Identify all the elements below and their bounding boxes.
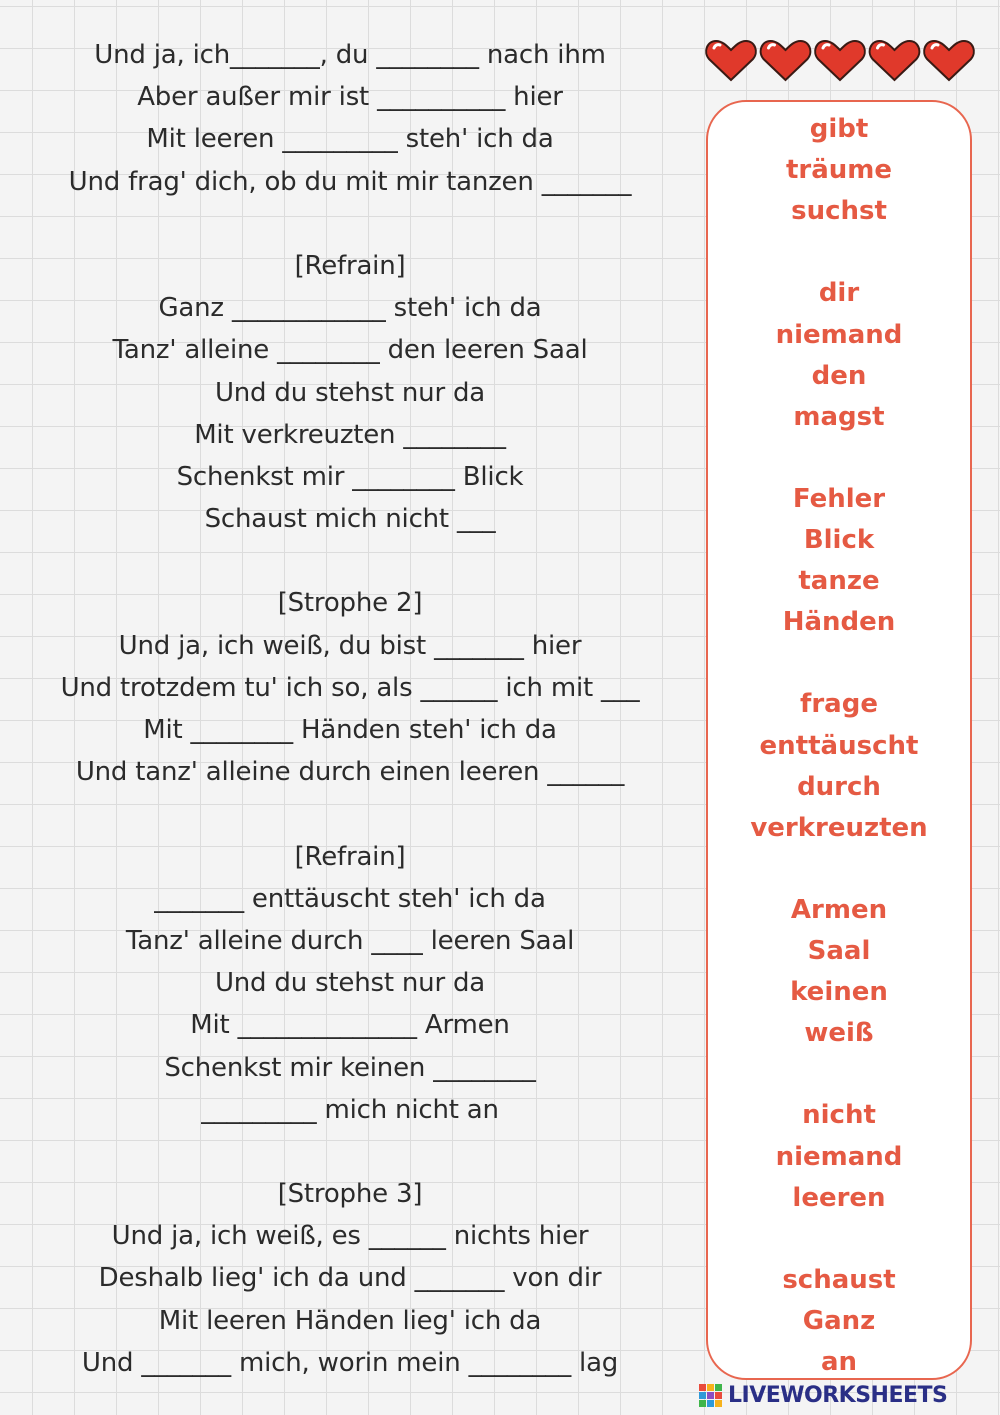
lyric-line: Und trotzdem tu' ich so, als ______ ich mit ___ bbox=[60, 672, 640, 703]
liveworksheets-logo-icon bbox=[698, 1382, 724, 1408]
heart-icon bbox=[815, 41, 865, 80]
word-bank-item: gibt bbox=[809, 114, 869, 144]
lyric-line: _________ mich nicht an bbox=[201, 1094, 499, 1125]
word-bank-item: suchst bbox=[791, 196, 887, 227]
lyric-line bbox=[50, 1131, 650, 1173]
section-heading: [Refrain] bbox=[294, 841, 406, 872]
lyric-line: Und ja, ich weiß, es ______ nichts hier bbox=[111, 1221, 589, 1252]
word-bank-item: enttäuscht bbox=[759, 730, 919, 761]
word-bank-item: Ganz bbox=[802, 1305, 876, 1336]
word-bank-item: dir bbox=[818, 278, 860, 309]
footer-brand: LIVEWORKSHEETS bbox=[728, 1382, 948, 1408]
lyric-line: Schaust mich nicht ___ bbox=[204, 504, 496, 535]
lyric-line: Aber außer mir ist __________ hier bbox=[137, 82, 563, 113]
lyric-line bbox=[50, 540, 650, 582]
lyric-line: Mit leeren _________ steh' ich da bbox=[146, 124, 554, 155]
liveworksheets-logo bbox=[698, 1381, 998, 1409]
heart-icon bbox=[706, 41, 756, 80]
lyric-line: Und tanz' alleine durch einen leeren ______ bbox=[75, 757, 625, 788]
word-bank-item: frage bbox=[800, 689, 878, 720]
word-bank-item: nicht bbox=[802, 1100, 876, 1131]
word-bank-item: weiß bbox=[804, 1018, 874, 1049]
word-bank-item: leeren bbox=[792, 1182, 886, 1213]
lyric-line: Und du stehst nur da bbox=[214, 377, 486, 408]
word-bank-item: keinen bbox=[790, 977, 888, 1008]
word-bank-item: niemand bbox=[775, 1141, 903, 1172]
word-bank-item: an bbox=[820, 1347, 858, 1377]
word-bank-item: verkreuzten bbox=[750, 812, 928, 843]
lyrics-text bbox=[50, 34, 650, 1384]
hearts-svg bbox=[704, 36, 976, 84]
section-heading: [Strophe 2] bbox=[277, 588, 423, 619]
word-bank bbox=[706, 100, 972, 1380]
word-bank-item: tanze bbox=[798, 566, 880, 597]
lyric-line: Mit ________ Händen steh' ich da bbox=[143, 715, 557, 745]
word-bank-item: Händen bbox=[782, 607, 896, 638]
heart-icon bbox=[870, 41, 920, 80]
section-heading: [Strophe 3] bbox=[277, 1179, 423, 1210]
word-bank-item: schaust bbox=[782, 1264, 896, 1295]
lyric-line: Schenkst mir ________ Blick bbox=[176, 461, 524, 492]
lyric-line: Tanz' alleine ________ den leeren Saal bbox=[112, 335, 588, 366]
word-bank-item: magst bbox=[793, 401, 885, 432]
lyric-line: Schenkst mir keinen ________ bbox=[164, 1052, 536, 1083]
word-bank-item: Fehler bbox=[792, 483, 886, 514]
word-bank-item: träume bbox=[785, 155, 893, 186]
heart-icon bbox=[761, 41, 811, 80]
lyric-line: Mit leeren Händen lieg' ich da bbox=[158, 1305, 542, 1336]
lyric-line: Mit verkreuzten ________ bbox=[194, 419, 506, 450]
lyric-line: Deshalb lieg' ich da und _______ von dir bbox=[98, 1263, 602, 1294]
lyric-line bbox=[50, 793, 650, 835]
lyric-line bbox=[50, 203, 650, 245]
hearts-row bbox=[704, 36, 976, 84]
word-bank-item: den bbox=[811, 360, 867, 391]
lyric-line: Ganz ____________ steh' ich da bbox=[158, 293, 542, 324]
lyric-line: _______ enttäuscht steh' ich da bbox=[154, 883, 546, 914]
section-heading: [Refrain] bbox=[294, 250, 406, 281]
lyric-line: Mit ______________ Armen bbox=[190, 1010, 510, 1041]
word-bank-item: Blick bbox=[803, 525, 875, 555]
word-bank-item: niemand bbox=[775, 319, 903, 350]
word-bank-item: Saal bbox=[807, 936, 871, 966]
lyric-line: Tanz' alleine durch ____ leeren Saal bbox=[125, 925, 575, 956]
word-bank-item: durch bbox=[797, 771, 881, 802]
lyric-line: Und _______ mich, worin mein ________ lag bbox=[81, 1347, 619, 1378]
lyric-line: Und frag' dich, ob du mit mir tanzen _______ bbox=[68, 166, 632, 197]
lyric-line: Und ja, ich_______, du ________ nach ihm bbox=[94, 40, 606, 70]
word-bank-item: Armen bbox=[790, 894, 888, 925]
lyric-line: Und du stehst nur da bbox=[214, 968, 486, 999]
lyric-line: Und ja, ich weiß, du bist _______ hier bbox=[118, 630, 582, 661]
heart-icon bbox=[924, 41, 974, 80]
